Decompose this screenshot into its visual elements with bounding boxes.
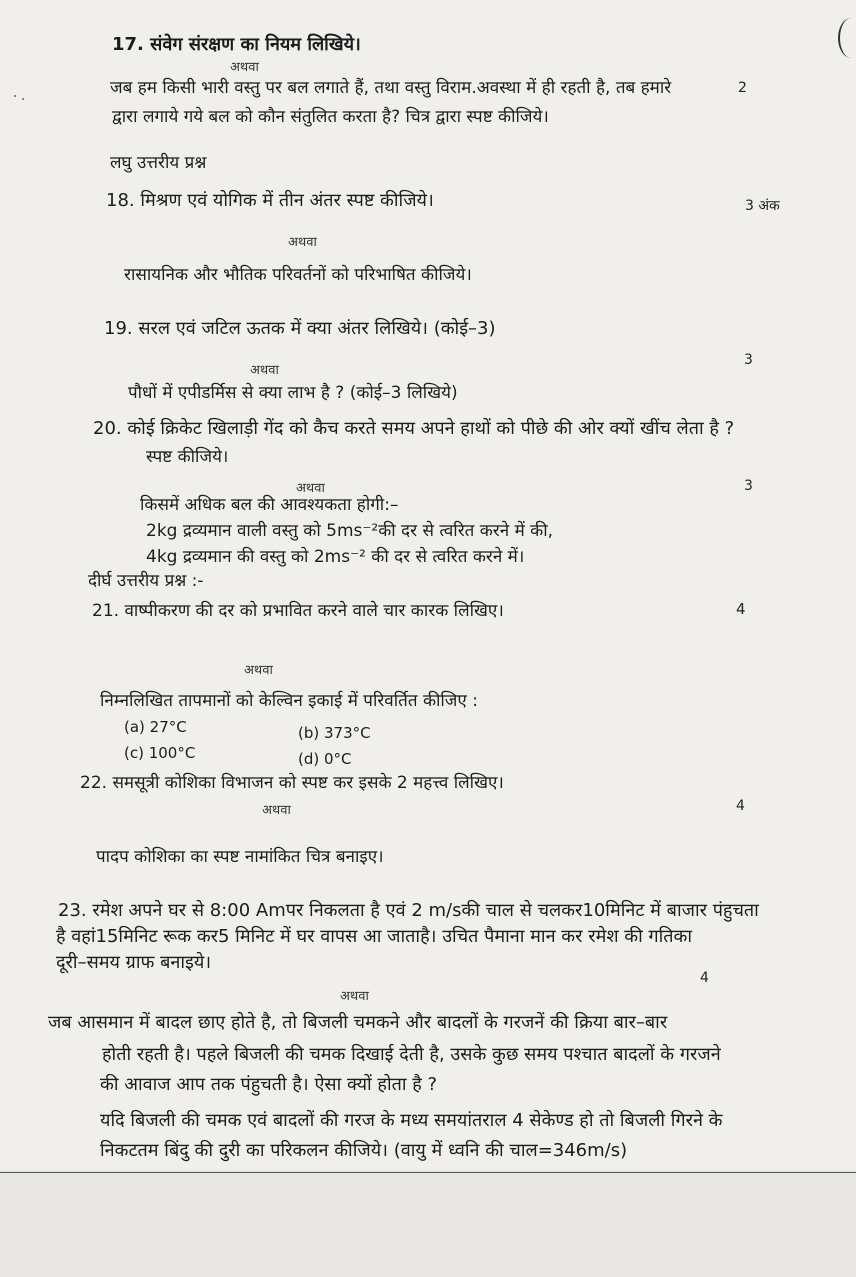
q23-alt-line3: की आवाज आप तक पंहुचती है। ऐसा क्यों होता है ? bbox=[100, 1074, 438, 1095]
q21-option-b: (b) 373°C bbox=[298, 724, 371, 742]
page-curl-mark bbox=[838, 18, 856, 58]
section-long-heading: दीर्घ उत्तरीय प्रश्न :- bbox=[88, 571, 204, 591]
q19-alt: पौधों में एपीडर्मिस से क्या लाभ है ? (कोई–3 लिखिये) bbox=[128, 383, 458, 403]
speck bbox=[14, 95, 16, 97]
q17-marks: 2 bbox=[738, 80, 747, 96]
q18-text: 18. मिश्रण एवं योगिक में तीन अंतर स्पष्ट कीजिये। bbox=[106, 190, 434, 211]
q17-text: 17. संवेग संरक्षण का नियम लिखिये। bbox=[112, 34, 361, 55]
q21-option-a: (a) 27°C bbox=[124, 718, 187, 736]
q19-text: 19. सरल एवं जटिल ऊतक में क्या अंतर लिखिये। (कोई–3) bbox=[104, 318, 496, 339]
speck bbox=[22, 98, 24, 100]
q23-or: अथवा bbox=[340, 989, 369, 1004]
q23-alt-line4: यदि बिजली की चमक एवं बादलों की गरज के मध्य समयांतराल 4 सेकेण्ड हो तो बिजली गिरने के bbox=[100, 1110, 723, 1131]
q20-alt-line3: 4kg द्रव्यमान की वस्तु को 2ms⁻² की दर से त्वरित करने में। bbox=[146, 547, 525, 567]
q23-line3: दूरी–समय ग्राफ बनाइये। bbox=[56, 952, 212, 973]
q23-line2: है वहां15मिनिट रूक कर5 मिनिट में घर वापस आ जाताहै। उचित पैमाना मान कर रमेश की गतिका bbox=[56, 926, 693, 947]
bottom-divider bbox=[0, 1172, 856, 1173]
q21-marks: 4 bbox=[736, 600, 746, 618]
q21-option-d: (d) 0°C bbox=[298, 750, 352, 768]
q23-marks: 4 bbox=[700, 970, 709, 986]
q21-option-c: (c) 100°C bbox=[124, 744, 196, 762]
q22-text: 22. समसूत्री कोशिका विभाजन को स्पष्ट कर इसके 2 महत्त्व लिखिए। bbox=[80, 773, 504, 793]
page-bottom-margin bbox=[0, 1170, 856, 1277]
q18-or: अथवा bbox=[288, 235, 317, 250]
q20-or: अथवा bbox=[296, 481, 325, 496]
q18-marks: 3 अंक bbox=[745, 198, 780, 214]
q20-marks: 3 bbox=[744, 478, 753, 494]
q20-line1: 20. कोई क्रिकेट खिलाड़ी गेंद को कैच करते समय अपने हाथों को पीछे की ओर क्यों खींच लेता है ? bbox=[93, 418, 735, 439]
q23-alt-line1: जब आसमान में बादल छाए होते है, तो बिजली चमकने और बादलों के गरजनें की क्रिया बार–बार bbox=[48, 1012, 668, 1033]
q23-line1: 23. रमेश अपने घर से 8:00 Amपर निकलता है एवं 2 m/sकी चाल से चलकर10मिनिट में बाजार पंहुचता bbox=[58, 900, 759, 921]
q18-alt: रासायनिक और भौतिक परिवर्तनों को परिभाषित कीजिये। bbox=[124, 265, 472, 285]
q21-text: 21. वाष्पीकरण की दर को प्रभावित करने वाले चार कारक लिखिए। bbox=[92, 601, 504, 621]
q21-or: अथवा bbox=[244, 663, 273, 678]
q20-line2: स्पष्ट कीजिये। bbox=[146, 447, 229, 467]
q23-alt-line2: होती रहती है। पहले बिजली की चमक दिखाई देती है, उसके कुछ समय पश्चात बादलों के गरजने bbox=[102, 1044, 721, 1065]
q22-alt: पादप कोशिका का स्पष्ट नामांकित चित्र बनाइए। bbox=[96, 847, 384, 867]
q20-alt-line2: 2kg द्रव्यमान वाली वस्तु को 5ms⁻²की दर से त्वरित करने में की, bbox=[146, 521, 554, 541]
q17-alt-line2: द्वारा लगाये गये बल को कौन संतुलित करता है? चित्र द्वारा स्पष्ट कीजिये। bbox=[112, 107, 549, 127]
q19-marks: 3 bbox=[744, 352, 753, 368]
q22-or: अथवा bbox=[262, 803, 291, 818]
q19-or: अथवा bbox=[250, 363, 279, 378]
q21-alt: निम्नलिखित तापमानों को केल्विन इकाई में परिवर्तित कीजिए : bbox=[100, 691, 478, 711]
q17-alt-line1: जब हम किसी भारी वस्तु पर बल लगाते हैं, तथा वस्तु विराम.अवस्था में ही रहती है, तब हमारे bbox=[110, 78, 672, 98]
q20-alt-line1: किसमें अधिक बल की आवश्यकता होगी:– bbox=[140, 495, 399, 515]
section-short-heading: लघु उत्तरीय प्रश्न bbox=[110, 153, 207, 173]
q22-marks: 4 bbox=[736, 798, 745, 814]
q17-or: अथवा bbox=[230, 60, 259, 75]
q23-alt-line5: निकटतम बिंदु की दुरी का परिकलन कीजिये। (वायु में ध्वनि की चाल=346m/s) bbox=[100, 1140, 628, 1161]
